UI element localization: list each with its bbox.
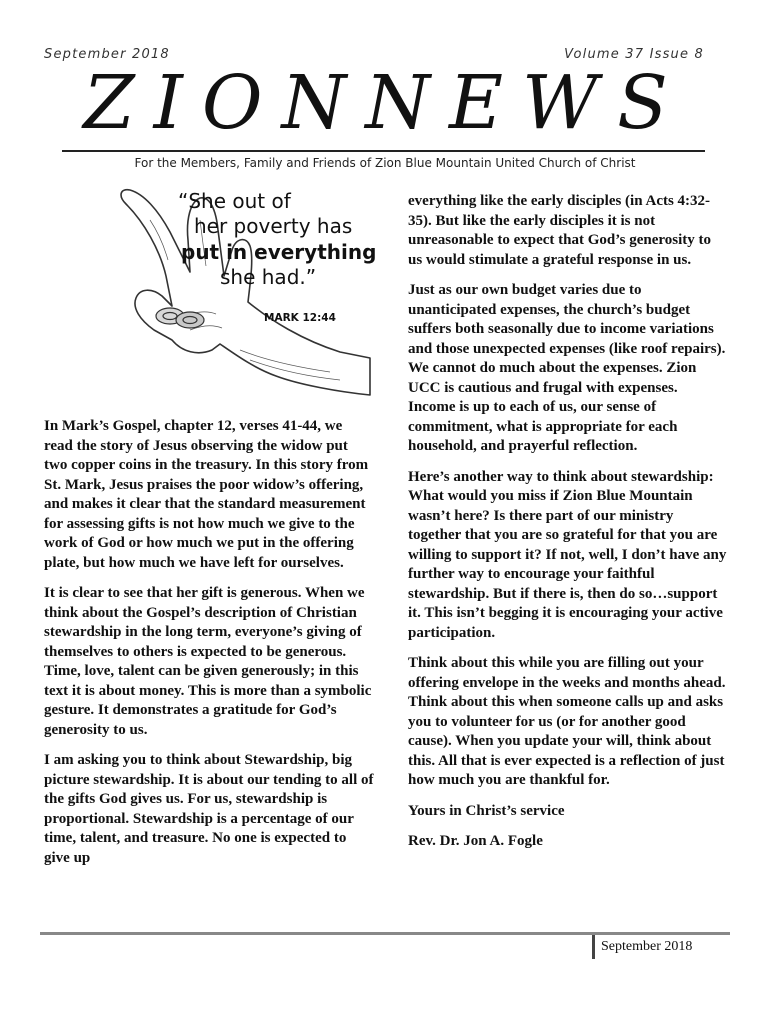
quote-line-4: she had.” xyxy=(220,265,317,289)
right-column xyxy=(408,192,728,863)
quote-line-3: put in everything xyxy=(181,240,377,264)
tagline: For the Members, Family and Friends of Zion Blue Mountain United Church of Christ xyxy=(134,156,636,170)
left-column xyxy=(44,417,374,879)
footer-accent-bar xyxy=(592,935,595,959)
signature: Rev. Dr. Jon A. Fogle xyxy=(408,833,543,849)
hand-with-coins-illustration xyxy=(40,180,380,410)
volume-issue: Volume 37 Issue 8 xyxy=(564,47,704,62)
quote-line-2: her poverty has xyxy=(194,214,353,238)
footer-divider xyxy=(40,932,730,935)
paragraph: Here’s another way to think about stewardship: What would you miss if Zion Blue Mountain wasn’t here? Is there part of our ministry together that you are so grateful for that you are willing to support it? If not, well, I don’t have any further way to encourage your faithful stewardship. But if there is, then do so…support it. This isn’t begging it is encouraging your active participation. xyxy=(408,468,727,641)
paragraph: I am asking you to think about Stewardship, big picture stewardship. It is about our tending to all of the gifts God gives us. For us, stewardship is proportional. Stewardship is a percentage of our time, talent, and treasure. No one is expected to give up xyxy=(44,752,374,866)
masthead-title: ZIONNEWS xyxy=(83,60,687,146)
paragraph: Think about this while you are filling out your offering envelope in the weeks and months ahead. Think about this when someone calls up and asks you to volunteer for us (or for another good cause). When you update your will, think about this. All that is ever expected is a reflection of just how much you are thankful for. xyxy=(408,655,726,788)
paragraph: everything like the early disciples (in Acts 4:32-35). But like the early disciples it is not unreasonable to expect that God’s generosity to us would stimulate a grateful response in us. xyxy=(408,193,712,268)
quote-citation: MARK 12:44 xyxy=(264,312,336,324)
header-divider xyxy=(62,150,705,152)
closing-line: Yours in Christ’s service xyxy=(408,802,565,819)
footer-date: September 2018 xyxy=(601,939,693,954)
quote-line-1: “She out of xyxy=(178,189,291,213)
issue-date: September 2018 xyxy=(44,47,170,62)
paragraph: It is clear to see that her gift is generous. When we think about the Gospel’s description of Christian stewardship in the long term, everyone’s giving of themselves to others is expected to be generous. Time, love, talent can be given generously; in this text it is about money. This is more than a symbolic gesture. It demonstrates a gratitude for God’s generosity to us. xyxy=(44,585,372,738)
paragraph: Just as our own budget varies due to unanticipated expenses, the church’s budget suffers both seasonally due to income variations and those unexpected expenses (like roof repairs). We cannot do much about the expenses. Zion UCC is cautious and frugal with expenses. Income is up to each of us, our sense of commitment, what is appropriate for each household, and prayerful reflection. xyxy=(408,282,726,454)
paragraph: In Mark’s Gospel, chapter 12, verses 41-44, we read the story of Jesus observing the widow put two copper coins in the treasury. In this story from St. Mark, Jesus praises the poor widow’s offering, and makes it clear that the standard measurement for assessing gifts is not how much we give to the work of God or how much we put in the offering plate, but how much we have left for ourselves. xyxy=(44,418,369,571)
